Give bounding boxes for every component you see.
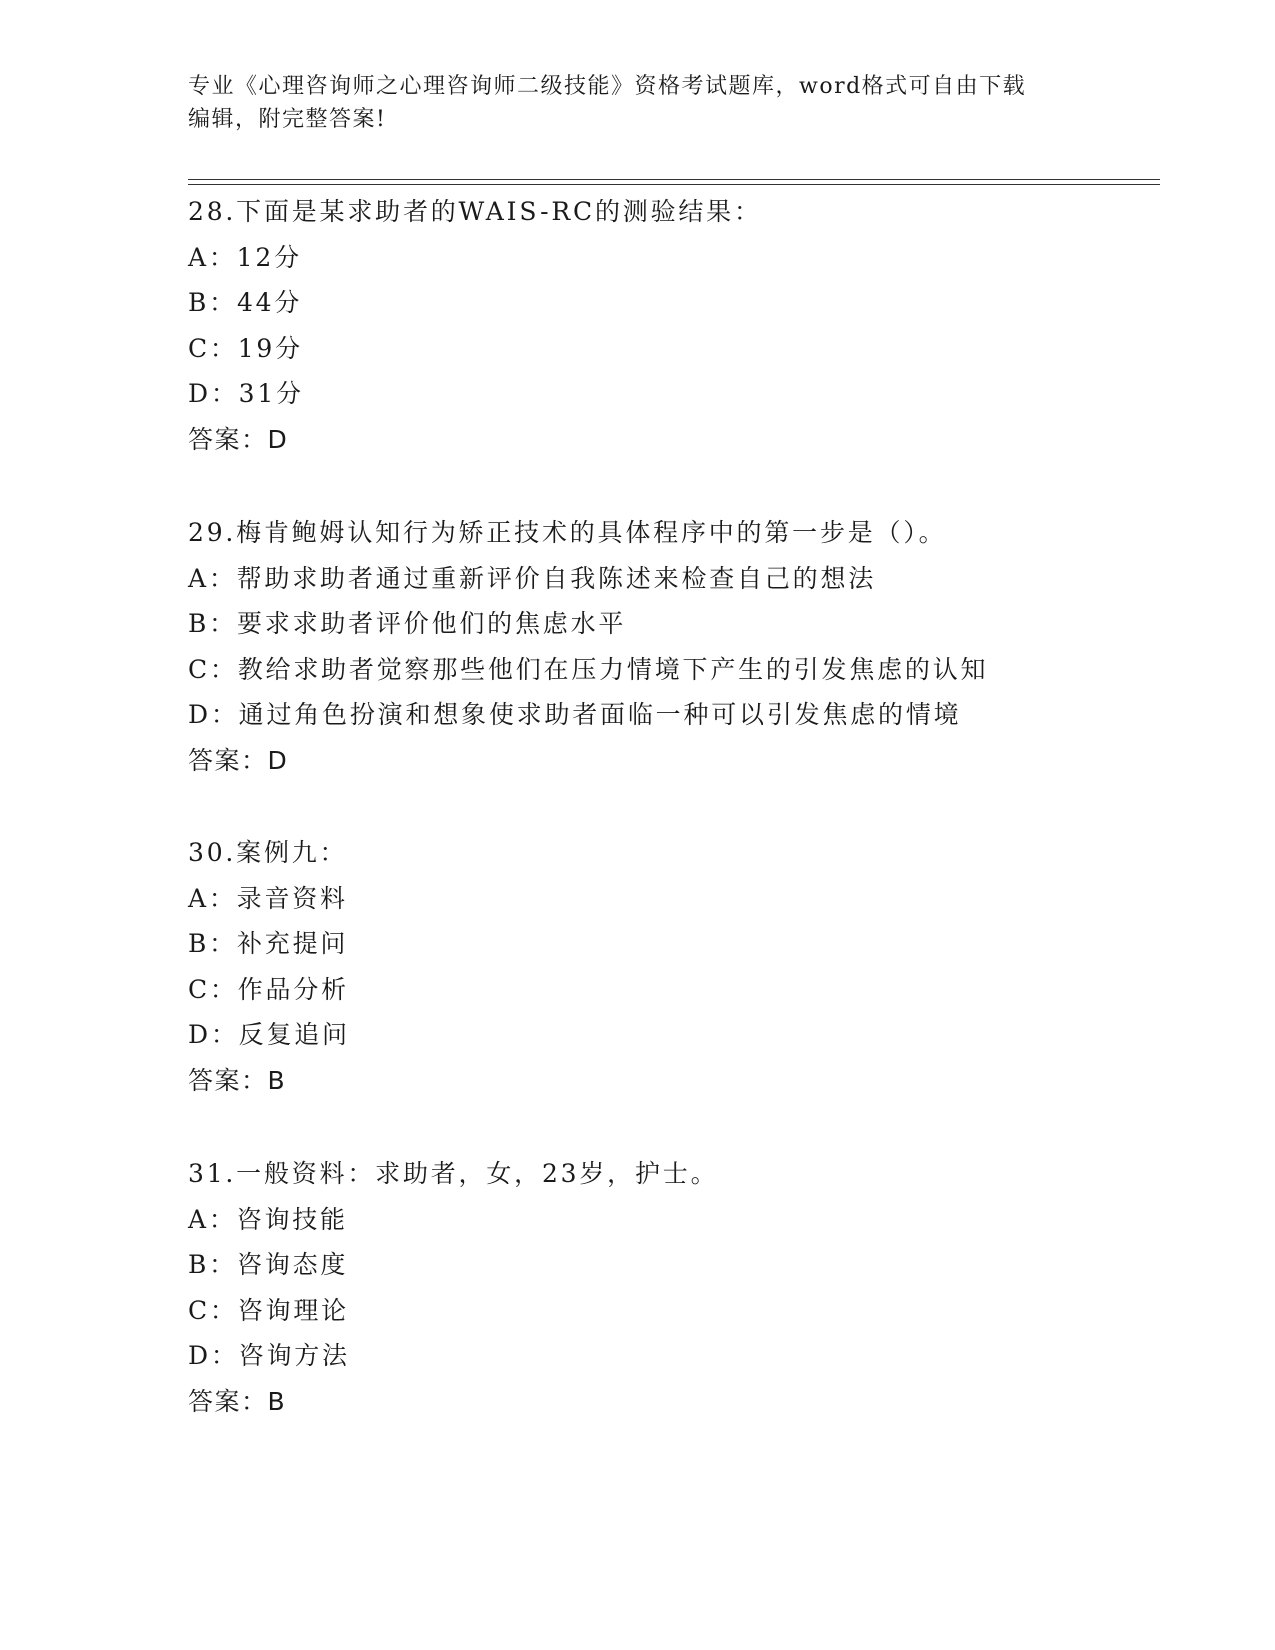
question-31 <box>188 1151 1148 1425</box>
question-29 <box>188 510 1148 784</box>
question-stem: 29.梅肯鲍姆认知行为矫正技术的具体程序中的第一步是（）。 <box>188 518 947 547</box>
option-a: A：咨询技能 <box>188 1204 348 1234</box>
question-30 <box>188 830 1148 1104</box>
option-c: C：教给求助者觉察那些他们在压力情境下产生的引发焦虑的认知 <box>188 654 989 684</box>
question-28 <box>188 189 1148 463</box>
option-c: C：咨询理论 <box>188 1295 349 1325</box>
option-b: B：44分 <box>188 288 303 318</box>
header-divider-bottom <box>188 184 1160 185</box>
option-d: D：咨询方法 <box>188 1341 350 1371</box>
question-stem: 31.一般资料：求助者，女，23岁，护士。 <box>188 1159 719 1188</box>
option-a: A：录音资料 <box>188 883 348 913</box>
option-b: B：咨询态度 <box>188 1250 349 1280</box>
option-d: D：反复追问 <box>188 1020 350 1050</box>
answer-line: 答案：D <box>188 745 289 775</box>
option-a: A：12分 <box>188 242 302 272</box>
option-c: C：作品分析 <box>188 974 349 1004</box>
option-c: C：19分 <box>188 333 303 363</box>
header-line-1: 专业《心理咨询师之心理咨询师二级技能》资格考试题库，word格式可自由下载 <box>188 74 1027 99</box>
option-b: B：要求求助者评价他们的焦虑水平 <box>188 609 627 639</box>
option-b: B：补充提问 <box>188 929 349 959</box>
answer-line: 答案：B <box>188 1065 287 1095</box>
answer-line: 答案：D <box>188 424 289 454</box>
option-a: A：帮助求助者通过重新评价自我陈述来检查自己的想法 <box>188 563 877 593</box>
question-stem: 28.下面是某求助者的WAIS-RC的测验结果： <box>188 197 762 226</box>
document-header <box>188 70 1088 136</box>
header-line-2: 编辑，附完整答案! <box>188 107 387 132</box>
answer-line: 答案：B <box>188 1386 287 1416</box>
header-divider-top <box>188 179 1160 180</box>
option-d: D：通过角色扮演和想象使求助者面临一种可以引发焦虑的情境 <box>188 700 962 730</box>
question-stem: 30.案例九： <box>188 838 348 867</box>
option-d: D：31分 <box>188 379 304 409</box>
